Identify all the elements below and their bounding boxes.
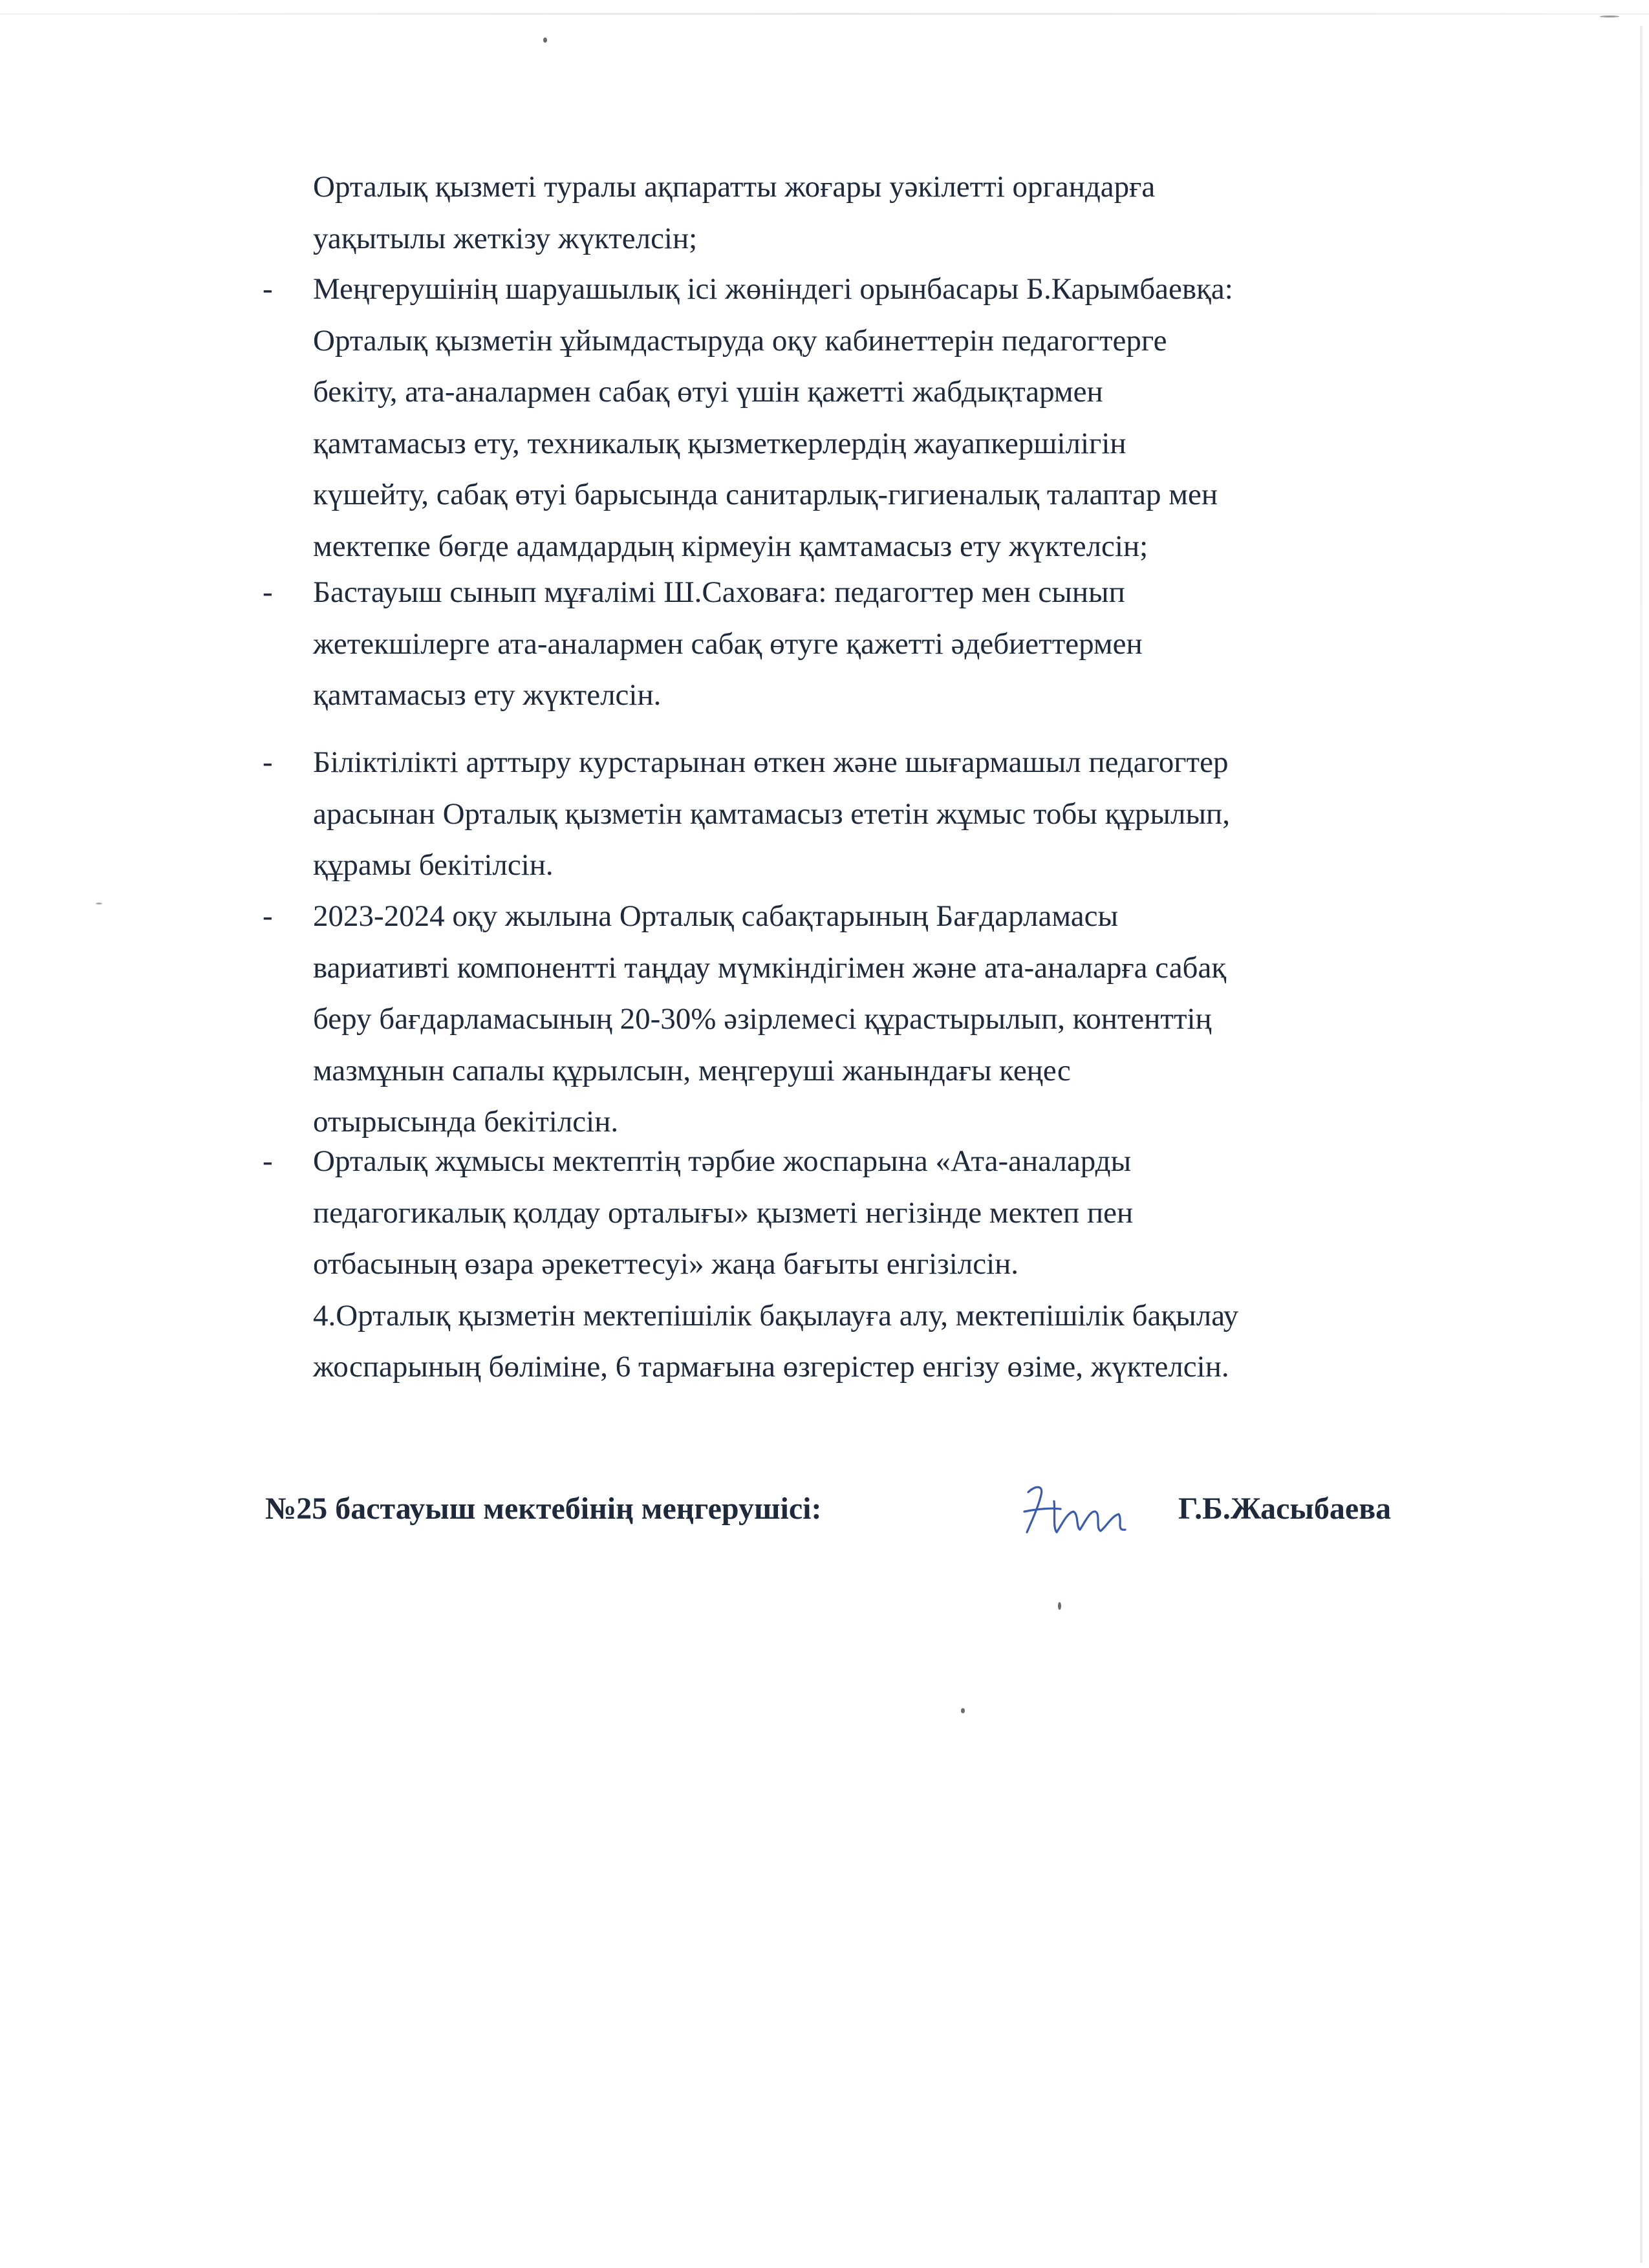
list-dash: - [263, 575, 273, 609]
scan-speck [961, 1708, 965, 1713]
list-item-line: күшейту, сабақ өтуі барысында санитарлық-гигиеналық талаптар мен [313, 478, 1218, 511]
handwritten-signature [1015, 1473, 1132, 1550]
list-item-line: жетекшілерге ата-аналармен сабақ өтуге қажетті әдебиеттермен [313, 626, 1143, 661]
list-item-line: Орталық қызметін ұйымдастыруда оқу кабинеттерін педагогтерге [313, 323, 1167, 358]
scan-speck [1058, 1602, 1061, 1610]
list-dash: - [263, 899, 273, 933]
list-item [263, 264, 1496, 572]
list-dash: - [263, 1144, 273, 1178]
intro-line: Орталық қызметі туралы ақпаратты жоғары уәкілетті органдарға [313, 170, 1156, 204]
list-dash: - [263, 272, 273, 306]
list-item-line: вариативті компонентті таңдау мүмкіндігімен және ата-аналарға сабақ [313, 950, 1227, 985]
list-item-line: Меңгерушінің шаруашылық ісі жөніндегі орынбасары Б.Карымбаевқа: [313, 272, 1233, 306]
signatory-title: №25 бастауыш мектебінің меңгерушісі: [265, 1492, 822, 1526]
list-item-line: қамтамасыз ету жүктелсін. [313, 678, 662, 712]
list-item-line: мектепке бөгде адамдардың кірмеуін қамтамасыз ету жүктелсін; [313, 529, 1148, 563]
list-item-line: Бастауыш сынып мұғалімі Ш.Саховаға: педагогтер мен сынып [313, 575, 1125, 609]
intro-line: уақытылы жеткізу жүктелсін; [313, 221, 698, 255]
list-item-line: мазмұнын сапалы құрылсын, меңгеруші жанындағы кеңес [313, 1053, 1071, 1087]
list-item [263, 737, 1496, 892]
list-item-line: жоспарының бөліміне, 6 тармағына өзгерістер енгізу өзіме, жүктелсін. [313, 1350, 1229, 1384]
signature-block [265, 1484, 1481, 1562]
scan-speck [1600, 16, 1619, 17]
signatory-name: Г.Б.Жасыбаева [1178, 1492, 1392, 1526]
list-item-line: отырысында бекітілсін. [313, 1105, 619, 1139]
list-item-line: 2023-2024 оқу жылына Орталық сабақтарының Бағдарламасы [313, 899, 1119, 933]
scan-top-edge [0, 13, 1649, 15]
list-item [263, 1136, 1496, 1393]
list-item-line: Орталық жұмысы мектептің тәрбие жоспарына «Ата-аналарды [313, 1144, 1132, 1178]
list-dash: - [263, 745, 273, 779]
list-item-line: бекіту, ата-аналармен сабақ өтуі үшін қажетті жабдықтармен [313, 375, 1103, 409]
scan-right-edge [1640, 26, 1643, 2263]
list-item [263, 891, 1496, 1148]
list-item-line: педагогикалық қолдау орталығы» қызметі негізінде мектеп пен [313, 1195, 1134, 1230]
list-item [263, 567, 1496, 722]
list-item-line: беру бағдарламасының 20-30% әзірлемесі құрастырылып, контенттің [313, 1002, 1212, 1036]
scan-speck [96, 903, 102, 904]
list-item-line: Біліктілікті арттыру курстарынан өткен және шығармашыл педагогтер [313, 745, 1229, 779]
intro-paragraph [313, 162, 1496, 264]
list-item-line: 4.Орталық қызметін мектепішілік бақылауға алу, мектепішілік бақылау [313, 1298, 1239, 1332]
list-item-line: құрамы бекітілсін. [313, 848, 554, 882]
scan-speck [543, 37, 547, 43]
list-item-line: арасынан Орталық қызметін қамтамасыз ететін жұмыс тобы құрылып, [313, 797, 1230, 831]
list-item-line: қамтамасыз ету, техникалық қызметкерлердің жауапкершілігін [313, 426, 1126, 460]
list-item-line: отбасының өзара әрекеттесуі» жаңа бағыты енгізілсін. [313, 1247, 1019, 1281]
